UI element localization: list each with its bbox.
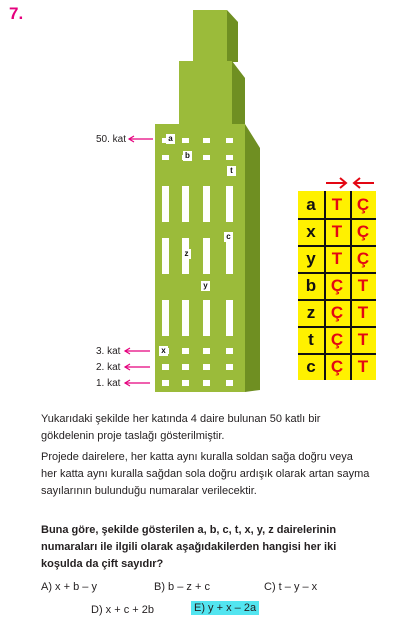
tower-top-front bbox=[193, 10, 227, 62]
option-e-highlight: E) y + x – 2a bbox=[191, 601, 259, 615]
apartment-letter-a: a bbox=[166, 134, 175, 144]
floor-label-3: 3. kat bbox=[96, 346, 121, 357]
window bbox=[203, 138, 210, 143]
floor-arrows bbox=[125, 136, 153, 386]
paragraph-intro: Yukarıdaki şekilde her katında 4 daire bulunan 50 katlı bir gökdelenin proje taslağı gösterilmiştir. bbox=[41, 413, 321, 442]
grid-cell: t bbox=[308, 330, 314, 349]
tower-mid-side bbox=[232, 61, 245, 126]
building-side bbox=[245, 124, 260, 392]
window bbox=[203, 186, 210, 222]
window bbox=[226, 364, 233, 370]
window bbox=[162, 300, 169, 336]
apartment-letter-x: x bbox=[159, 346, 168, 356]
handwritten-answer-grid bbox=[298, 191, 376, 380]
grid-cell: Ç bbox=[330, 330, 344, 349]
window bbox=[203, 300, 210, 336]
grid-cell: Ç bbox=[330, 357, 344, 376]
grid-cell: Ç bbox=[330, 303, 344, 322]
tower-mid-front bbox=[179, 61, 232, 126]
floor-label-50: 50. kat bbox=[96, 134, 127, 145]
grid-cell: Ç bbox=[330, 276, 344, 295]
apartment-letter-y: y bbox=[201, 281, 210, 291]
window bbox=[203, 238, 210, 274]
window bbox=[203, 364, 210, 370]
option-d[interactable]: D) x + c + 2b bbox=[91, 604, 154, 616]
window bbox=[182, 186, 189, 222]
window bbox=[226, 380, 233, 386]
window bbox=[162, 155, 169, 160]
window bbox=[203, 380, 210, 386]
grid-cell: z bbox=[306, 303, 316, 322]
grid-cell: x bbox=[306, 222, 316, 241]
grid-cell: T bbox=[357, 276, 369, 295]
grid-cell: Ç bbox=[356, 195, 370, 214]
paragraph-rule: Projede dairelere, her katta aynı kuralla soldan sağa doğru veya her katta aynı kuralla sağdan sola doğru ardışık olarak artan sayma sayılarının bulunduğu numaralar verilecektir. bbox=[41, 451, 370, 497]
direction-arrows bbox=[326, 178, 374, 188]
grid-cell: T bbox=[331, 249, 343, 268]
window bbox=[226, 300, 233, 336]
window bbox=[162, 238, 169, 274]
grid-cell: T bbox=[357, 330, 369, 349]
window bbox=[162, 364, 169, 370]
grid-cell: T bbox=[357, 303, 369, 322]
window bbox=[226, 348, 233, 354]
option-b[interactable]: B) b – z + c bbox=[154, 581, 210, 593]
window bbox=[226, 186, 233, 222]
window bbox=[226, 238, 233, 274]
grid-cell: T bbox=[331, 195, 343, 214]
window bbox=[182, 364, 189, 370]
question-number: 7. bbox=[9, 4, 24, 23]
grid-cell: T bbox=[331, 222, 343, 241]
window bbox=[182, 138, 189, 143]
grid-cell: Ç bbox=[356, 249, 370, 268]
window bbox=[182, 348, 189, 354]
apartment-letter-c: c bbox=[224, 232, 233, 242]
window bbox=[182, 300, 189, 336]
grid-cell: T bbox=[357, 357, 369, 376]
grid-cell: y bbox=[306, 249, 316, 268]
apartment-letter-b: b bbox=[183, 151, 192, 161]
apartment-letter-t: t bbox=[227, 166, 236, 176]
option-e[interactable] bbox=[191, 602, 259, 614]
grid-cell: a bbox=[306, 195, 316, 214]
tower-top-side bbox=[227, 10, 238, 62]
window bbox=[226, 138, 233, 143]
window bbox=[203, 348, 210, 354]
floor-label-1: 1. kat bbox=[96, 378, 121, 389]
grid-cell: c bbox=[306, 357, 316, 376]
option-c[interactable]: C) t – y – x bbox=[264, 581, 318, 593]
floor-label-2: 2. kat bbox=[96, 362, 121, 373]
option-a[interactable]: A) x + b – y bbox=[41, 581, 97, 593]
window bbox=[182, 380, 189, 386]
window bbox=[226, 155, 233, 160]
question-stem: Buna göre, şekilde gösterilen a, b, c, t, x, y, z dairelerinin numaraları ile ilgili olarak aşağıdakilerden hangisi her iki koşulda da çift sayıdır? bbox=[41, 524, 337, 570]
grid-cell: Ç bbox=[356, 222, 370, 241]
window bbox=[162, 186, 169, 222]
window bbox=[162, 380, 169, 386]
apartment-letter-z: z bbox=[182, 249, 191, 259]
window bbox=[203, 155, 210, 160]
grid-cell: b bbox=[305, 276, 317, 295]
